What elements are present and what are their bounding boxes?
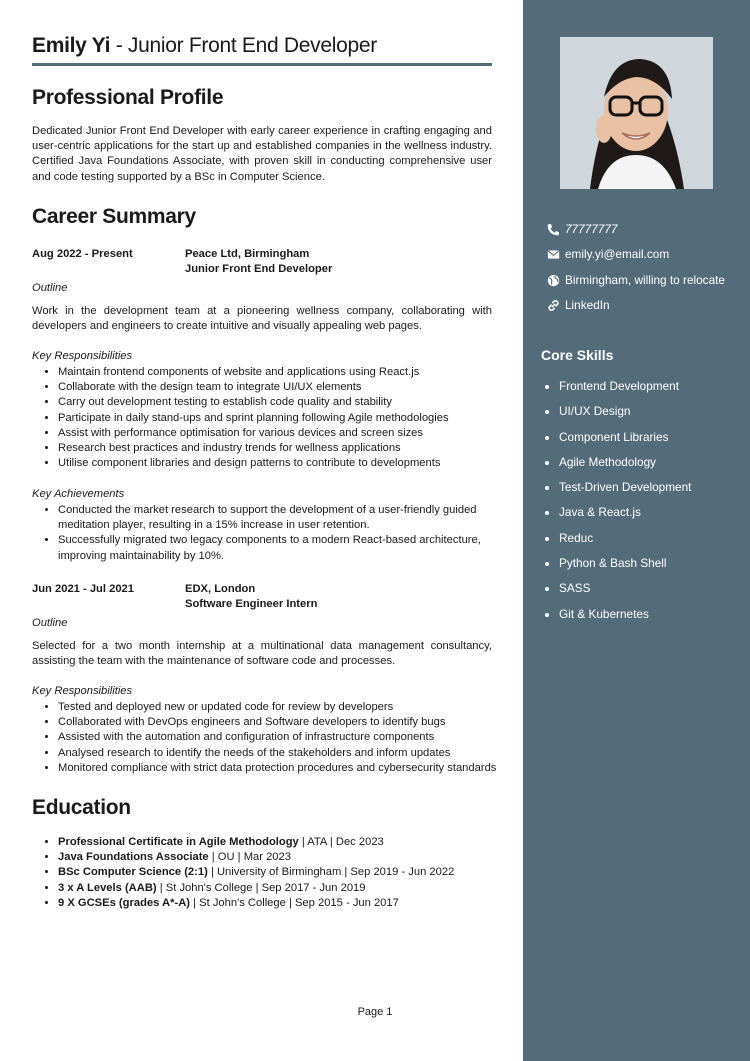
list-item: • Analysed research to identify the needs of the stakeholders and inform updates (58, 746, 518, 761)
page-footer (0, 1006, 750, 1018)
title-separator: - (110, 34, 128, 57)
skill-item: • SASS (559, 580, 691, 605)
email-address[interactable]: emily.yi@email.com (565, 247, 670, 262)
job-role: Software Engineer Intern (185, 598, 318, 611)
education-heading: Education (32, 796, 131, 819)
education-details: | St John's College | Sep 2017 - Jun 2019 (156, 881, 366, 894)
contact-linkedin[interactable] (547, 297, 725, 322)
skill-item: • Reduc (559, 530, 691, 555)
education-item (58, 835, 518, 850)
list-item: • Successfully migrated two legacy components to a modern React-based architecture, improving maintainability by 10%. (58, 533, 518, 563)
skill-item: • UI/UX Design (559, 403, 691, 428)
education-title: 9 X GCSEs (grades A*-A) (58, 896, 191, 909)
education-title: BSc Computer Science (2:1) (58, 866, 208, 879)
candidate-name: Emily Yi (32, 34, 111, 57)
profile-photo (560, 37, 713, 189)
responsibilities-list (32, 700, 518, 776)
phone-number: 77777777 (565, 222, 618, 236)
page-number: Page 1 (357, 1006, 393, 1018)
skill-item: • Component Libraries (559, 429, 691, 454)
career-heading: Career Summary (32, 205, 196, 228)
education-item (58, 850, 518, 865)
profile-text: Dedicated Junior Front End Developer with early career experience in crafting engaging and user-centric applications for the start up and established companies in the wellness industry. Certified Java Foundations Associate, with proven skill in conducting comprehensive user and code testing supported by a BSc in Computer Science. (32, 125, 492, 183)
envelope-icon (547, 248, 560, 261)
job-company: Peace Ltd, Birmingham (185, 248, 310, 260)
education-title: 3 x A Levels (AAB) (58, 881, 157, 894)
responsibilities-label: Key Responsibilities (32, 685, 133, 697)
list-item: • Utilise component libraries and design patterns to contribute to developments (58, 456, 518, 471)
location-text: Birmingham, willing to relocate (565, 272, 725, 287)
skill-item: • Agile Methodology (559, 454, 691, 479)
resume-header (32, 32, 492, 66)
link-icon (547, 299, 560, 312)
outline-label: Outline (32, 282, 68, 294)
achievements-list (32, 503, 518, 564)
job-outline: Work in the development team at a pioneering wellness company, collaborating with developers and engineers to create intuitive and visually appealing web pages. (32, 305, 492, 333)
contact-email[interactable] (547, 246, 725, 271)
job-date: Jun 2021 - Jul 2021 (32, 583, 134, 595)
education-title: Java Foundations Associate (58, 851, 209, 864)
skill-item: • Test-Driven Development (559, 479, 691, 504)
education-item (58, 865, 518, 880)
list-item: • Research best practices and industry trends for wellness applications (58, 441, 518, 456)
job-outline: Selected for a two month internship at a multinational data management consultancy, assisting the team with the maintenance of software code and processes. (32, 640, 492, 668)
responsibilities-list (32, 365, 518, 471)
education-details: | University of Birmingham | Sep 2019 - Jun 2022 (207, 866, 455, 879)
skill-item: • Python & Bash Shell (559, 555, 691, 580)
portrait-illustration (560, 37, 713, 189)
job-header (32, 247, 492, 279)
education-item (58, 896, 518, 911)
achievements-label: Key Achievements (32, 488, 125, 500)
education-details: | St John's College | Sep 2015 - Jun 2017 (190, 896, 399, 909)
list-item: • Collaborated with DevOps engineers and Software developers to identify bugs (58, 715, 518, 730)
list-item: • Monitored compliance with strict data protection procedures and cybersecurity standards (58, 761, 518, 776)
job-role: Junior Front End Developer (185, 263, 333, 276)
list-item: • Carry out development testing to establish code quality and stability (58, 395, 518, 410)
job-header (32, 582, 492, 614)
skill-item: • Git & Kubernetes (559, 606, 691, 631)
list-item: • Maintain frontend components of website and applications using React.js (58, 365, 518, 380)
responsibilities-label: Key Responsibilities (32, 350, 133, 362)
list-item: • Conducted the market research to support the development of a user-friendly guided meditation player, resulting in a 15% increase in user retention. (58, 503, 518, 533)
education-list (32, 835, 518, 911)
list-item: • Participate in daily stand-ups and sprint planning following Agile methodologies (58, 411, 518, 426)
phone-icon (547, 223, 560, 236)
contact-location (547, 272, 725, 297)
education-details: | ATA | Dec 2023 (298, 836, 384, 848)
skill-item: • Frontend Development (559, 378, 691, 403)
list-item: • Assisted with the automation and configuration of infrastructure components (58, 730, 518, 745)
page-title (32, 32, 492, 60)
list-item: • Assist with performance optimisation for various devices and screen sizes (58, 426, 518, 441)
linkedin-link[interactable]: LinkedIn (565, 297, 610, 312)
contact-list (547, 221, 725, 322)
skills-heading: Core Skills (541, 347, 614, 363)
globe-icon (547, 274, 560, 287)
skills-list (541, 378, 691, 631)
header-divider (32, 63, 492, 66)
contact-phone (547, 221, 725, 246)
sidebar (523, 0, 750, 1061)
education-title: Professional Certificate in Agile Methodology (58, 836, 299, 848)
job-date: Aug 2022 - Present (32, 248, 133, 260)
education-item (58, 881, 518, 896)
profile-heading: Professional Profile (32, 86, 224, 109)
job-company: EDX, London (185, 583, 256, 595)
candidate-title: Junior Front End Developer (127, 34, 377, 57)
outline-label: Outline (32, 617, 68, 629)
list-item: • Tested and deployed new or updated code for review by developers (58, 700, 518, 715)
list-item: • Collaborate with the design team to integrate UI/UX elements (58, 380, 518, 395)
education-details: | OU | Mar 2023 (208, 851, 291, 864)
skill-item: • Java & React.js (559, 504, 691, 529)
